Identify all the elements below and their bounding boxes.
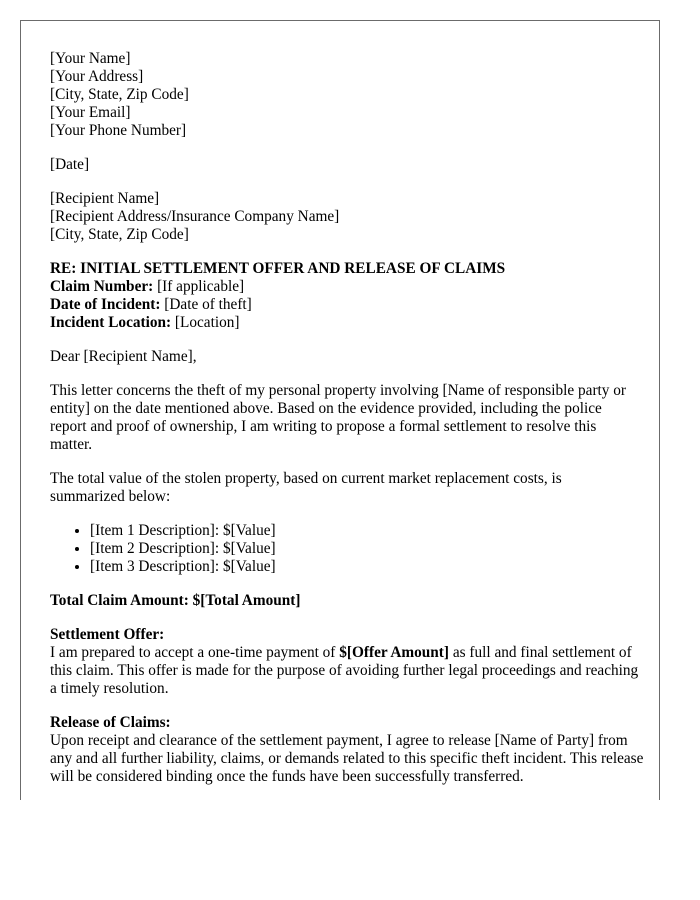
sender-block bbox=[50, 50, 659, 140]
release-section bbox=[50, 714, 648, 786]
settlement-text-after: as full and final settlement of this claim. This offer is made for the purpose of avoiding further legal proceedings and reaching a timely resolution. bbox=[50, 644, 639, 697]
date-block bbox=[50, 156, 659, 174]
list-item: • [Item 1 Description]: $[Value] bbox=[90, 522, 659, 540]
intro-paragraph: This letter concerns the theft of my personal property involving [Name of responsible party or entity] on the date mentioned above. Based on the evidence provided, including the police report and proof of ownership, I am writing to propose a formal settlement to resolve this matter. bbox=[50, 382, 627, 453]
release-text: Upon receipt and clearance of the settlement payment, I agree to release [Name of Party] from any and all further liability, claims, or demands related to this specific theft incident. This release will be considered binding once the funds have been successfully transferred. bbox=[50, 732, 644, 785]
letter-page bbox=[20, 20, 660, 800]
sender-email: [Your Email] bbox=[50, 104, 131, 121]
claim-number-line bbox=[50, 278, 659, 296]
claim-number-label: Claim Number: bbox=[50, 278, 154, 295]
incident-location-line bbox=[50, 314, 659, 332]
incident-date-label: Date of Incident: bbox=[50, 296, 161, 313]
salutation: Dear [Recipient Name], bbox=[50, 348, 197, 365]
recipient-block bbox=[50, 190, 659, 244]
summary-paragraph: The total value of the stolen property, based on current market replacement costs, is summarized below: bbox=[50, 470, 562, 505]
list-item: • [Item 3 Description]: $[Value] bbox=[90, 558, 659, 576]
settlement-title: Settlement Offer: bbox=[50, 626, 165, 643]
recipient-address: [Recipient Address/Insurance Company Name] bbox=[50, 208, 340, 225]
settlement-text-before: I am prepared to accept a one-time payment of bbox=[50, 644, 340, 661]
incident-date-value: [Date of theft] bbox=[160, 296, 252, 313]
item-list bbox=[50, 522, 659, 576]
total-claim-amount: Total Claim Amount: $[Total Amount] bbox=[50, 592, 301, 609]
incident-location-value: [Location] bbox=[171, 314, 240, 331]
list-item: • [Item 2 Description]: $[Value] bbox=[90, 540, 659, 558]
settlement-section bbox=[50, 626, 640, 698]
sender-address: [Your Address] bbox=[50, 68, 144, 85]
release-title: Release of Claims: bbox=[50, 714, 171, 731]
settlement-amount: $[Offer Amount] bbox=[339, 644, 449, 661]
recipient-city: [City, State, Zip Code] bbox=[50, 226, 189, 243]
reference-block bbox=[50, 260, 659, 332]
claim-number-value: [If applicable] bbox=[153, 278, 245, 295]
sender-name: [Your Name] bbox=[50, 50, 131, 67]
incident-date-line bbox=[50, 296, 659, 314]
recipient-name: [Recipient Name] bbox=[50, 190, 160, 207]
sender-city: [City, State, Zip Code] bbox=[50, 86, 189, 103]
incident-location-label: Incident Location: bbox=[50, 314, 172, 331]
subject-line: RE: INITIAL SETTLEMENT OFFER AND RELEASE OF CLAIMS bbox=[50, 260, 506, 277]
sender-phone: [Your Phone Number] bbox=[50, 122, 187, 139]
letter-date: [Date] bbox=[50, 156, 90, 173]
